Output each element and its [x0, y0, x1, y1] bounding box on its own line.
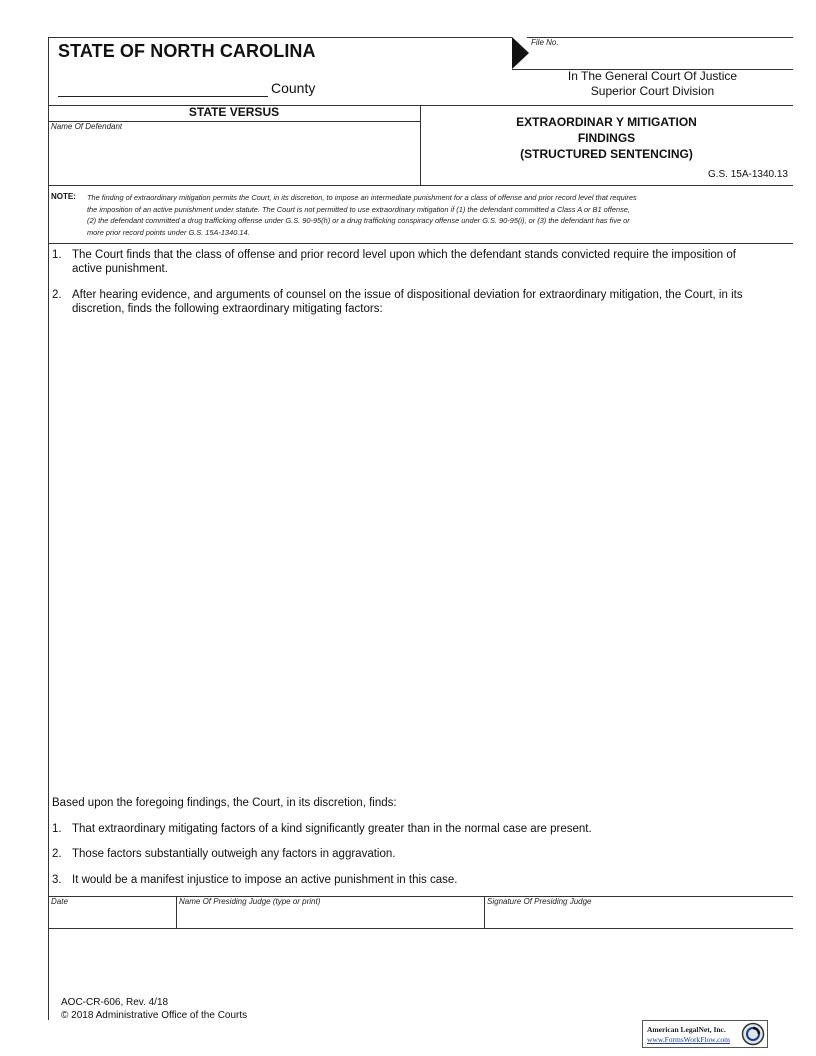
court-line-1: In The General Court Of Justice [567, 69, 738, 83]
judge-signature-field[interactable] [487, 908, 790, 926]
date-field[interactable] [51, 908, 173, 926]
finding-text-line: After hearing evidence, and arguments of counsel on the issue of dispositional deviation for extraordinary mitigation, the Court, in its [72, 289, 743, 301]
top-rule-left [48, 37, 512, 38]
judge-signature-label: Signature Of Presiding Judge [487, 897, 592, 906]
legalnet-badge[interactable] [642, 1020, 768, 1048]
date-label: Date [51, 897, 68, 906]
finding-text-line: The Court finds that the class of offense and prior record level upon which the defendant stands convicted require the imposition of [72, 249, 736, 261]
note-bottom-rule [48, 243, 793, 244]
state-title: STATE OF NORTH CAROLINA [58, 41, 316, 61]
court-line-2: Superior Court Division [590, 84, 715, 98]
finding-number: 1. [52, 249, 62, 261]
note-line-3: (2) the defendant committed a drug trafficking offense under G.S. 90-95(h) or a drug trafficking conspiracy offense under G.S. 90-95(i), or (3) the defendant has five or [87, 216, 630, 225]
note-line-4: more prior record points under G.S. 15A-1340.14. [87, 227, 250, 237]
conclusion-text: Those factors substantially outweigh any factors in aggravation. [72, 848, 396, 860]
caption-bottom-rule [48, 185, 793, 186]
note-line-2: the imposition of an active punishment under statute. The Court is not permitted to use extraordinary mitigation if (1) the defendant committed a Class A or B1 offense, [87, 204, 630, 214]
file-no-field[interactable] [560, 40, 790, 66]
conclusion-number: 1. [52, 823, 62, 835]
note-label: NOTE: [51, 192, 76, 201]
county-label: County [271, 80, 316, 96]
county-field[interactable] [58, 78, 268, 97]
file-no-arrow-icon [512, 37, 530, 70]
defendant-name-label: Name Of Defendant [51, 122, 123, 131]
judge-name-label: Name Of Presiding Judge (type or print) [179, 897, 321, 906]
note-text [87, 192, 793, 238]
badge-url: www.FormsWorkFlow.com [647, 1035, 731, 1044]
finding-number: 2. [52, 289, 62, 301]
statute-reference: G.S. 15A-1340.13 [707, 169, 788, 180]
badge-company-name: American LegalNet, Inc. [647, 1025, 726, 1034]
form-title-line-1: EXTRAORDINAR Y MITIGATION [516, 115, 697, 129]
state-versus-heading: STATE VERSUS [188, 105, 280, 119]
form-code: AOC-CR-606, Rev. 4/18 [61, 997, 169, 1008]
signature-divider-2 [484, 896, 485, 928]
conclusion-intro: Based upon the foregoing findings, the Court, in its discretion, finds: [52, 797, 397, 809]
finding-text-line: active punishment. [72, 263, 168, 275]
finding-text-line: discretion, finds the following extraordinary mitigating factors: [72, 303, 383, 315]
defendant-name-field[interactable] [51, 134, 416, 182]
signature-bottom-rule [48, 928, 793, 929]
copyright: © 2018 Administrative Office of the Courts [61, 1010, 248, 1021]
file-no-label: File No. [531, 38, 559, 47]
conclusion-number: 3. [52, 874, 62, 886]
form-title-line-3: (STRUCTURED SENTENCING) [520, 147, 693, 161]
signature-top-rule [48, 896, 793, 897]
form-title-line-2: FINDINGS [577, 131, 636, 145]
judge-name-field[interactable] [179, 908, 481, 926]
conclusion-number: 2. [52, 848, 62, 860]
signature-divider-1 [176, 896, 177, 928]
note-line-1: The finding of extraordinary mitigation permits the Court, in its discretion, to impose an intermediate punishment for a class of offense and prior record level that requires [87, 193, 637, 202]
conclusion-text: It would be a manifest injustice to impose an active punishment in this case. [72, 874, 458, 886]
mitigating-factors-area[interactable] [52, 322, 790, 787]
conclusion-text: That extraordinary mitigating factors of a kind significantly greater than in the normal case are present. [72, 823, 592, 835]
badge-logo-icon [741, 1022, 765, 1046]
top-rule-right [527, 37, 793, 38]
